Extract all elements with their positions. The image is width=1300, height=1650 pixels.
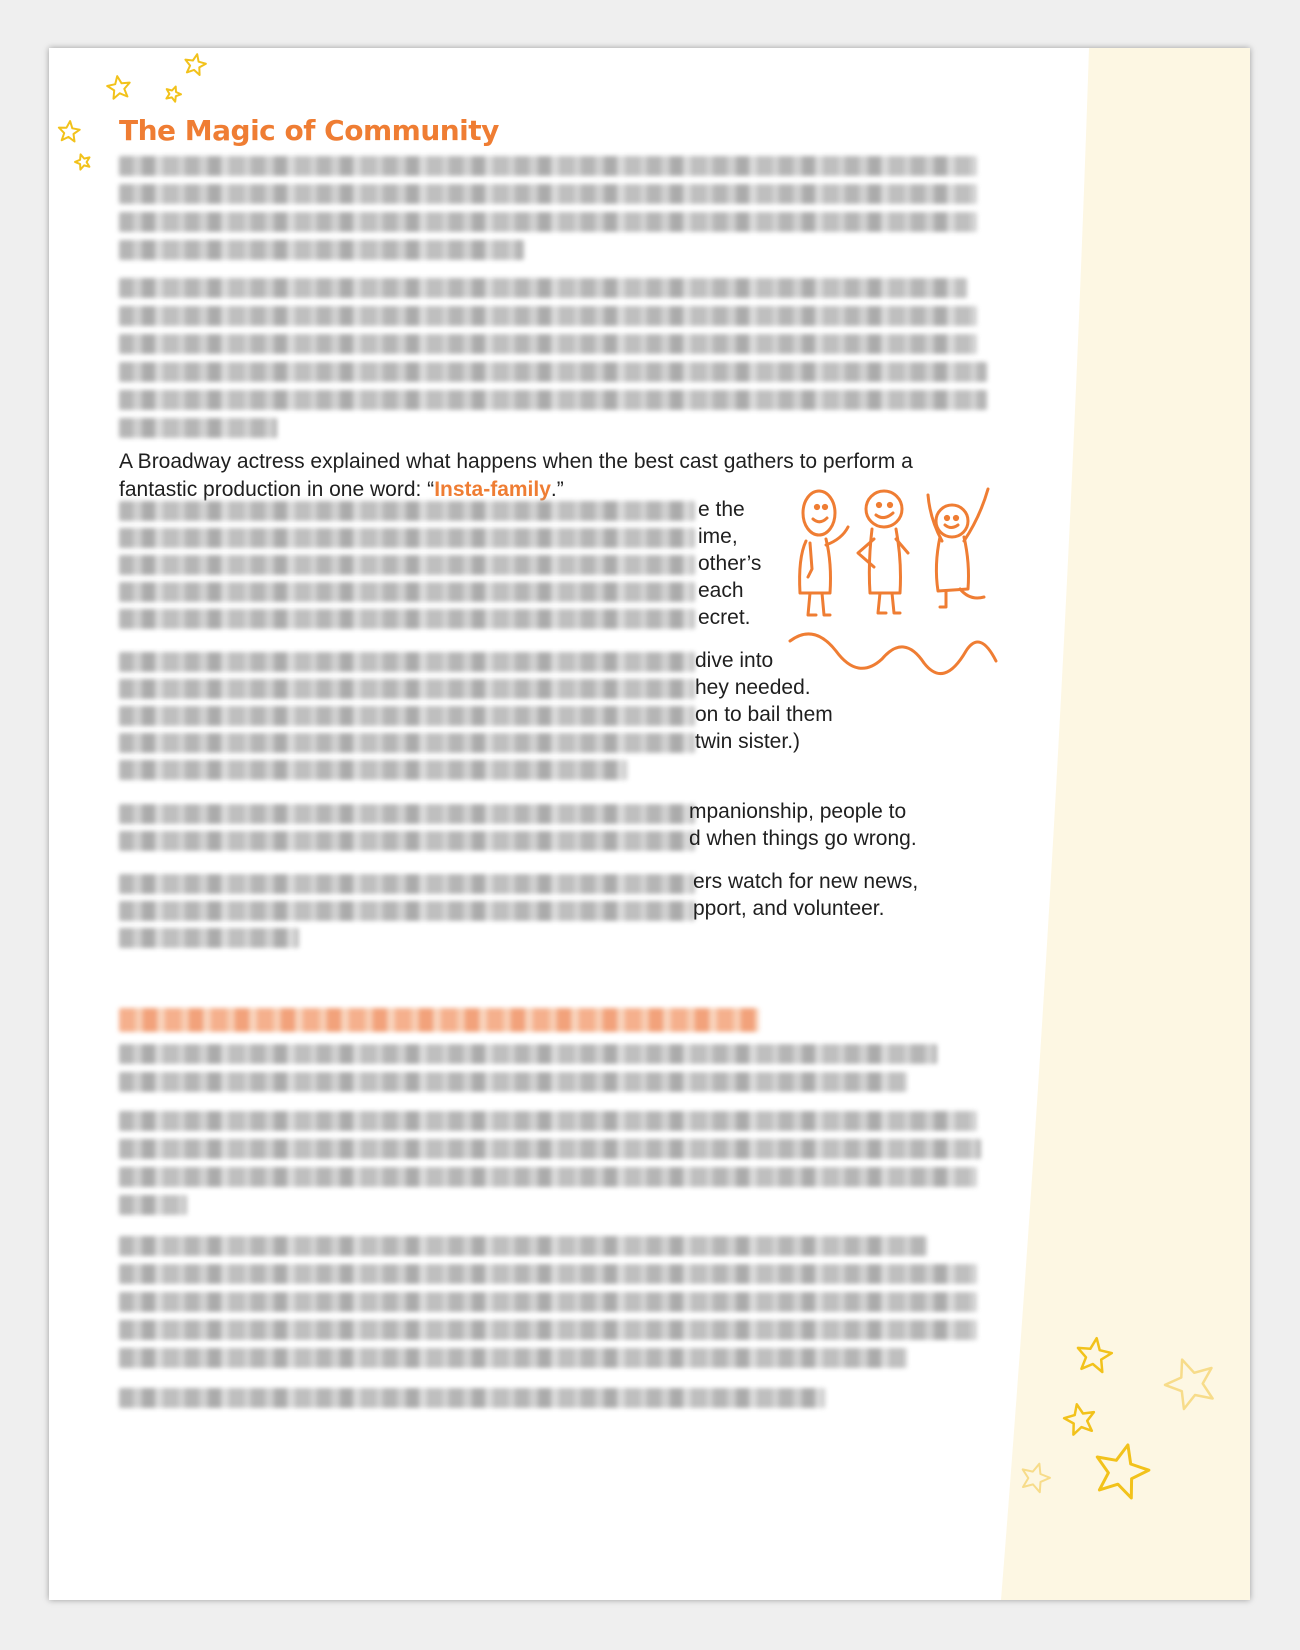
quote-paragraph: A Broadway actress explained what happens when the best cast gathers to perform a fantastic production in one word: “Insta-family.” <box>119 450 913 501</box>
text-fragment: ers watch for new news, pport, and volunteer. <box>693 870 919 920</box>
three-stick-figures-illustration <box>784 483 1004 693</box>
stick-figure-left <box>800 491 848 615</box>
stick-figure-middle <box>858 491 908 613</box>
text-fragment: e the ime, other’s each ecret. <box>698 498 762 629</box>
blurred-paragraph <box>119 804 695 859</box>
cream-side-band <box>1001 48 1250 1600</box>
blurred-paragraph <box>119 156 977 268</box>
blurred-paragraph <box>119 874 695 956</box>
stick-figure-right <box>928 489 988 607</box>
text-fragment: dive into hey needed. on to bail them twin sister.) <box>695 649 833 753</box>
blurred-paragraph <box>119 278 987 446</box>
page-title: The Magic of Community <box>119 114 499 147</box>
star-icon <box>166 87 181 102</box>
star-icon <box>185 54 206 75</box>
blurred-paragraph <box>119 1236 977 1376</box>
blurred-paragraph <box>119 501 695 637</box>
wavy-line <box>790 634 996 674</box>
document-page <box>49 48 1250 1600</box>
blurred-paragraph <box>119 1044 937 1100</box>
star-icon <box>75 154 90 169</box>
insta-family-highlight: Insta-family <box>434 478 551 501</box>
blurred-subheading <box>119 1008 759 1040</box>
blurred-paragraph <box>119 652 695 788</box>
star-icon <box>59 121 80 141</box>
star-icon <box>107 76 130 99</box>
text-fragment: mpanionship, people to d when things go wrong. <box>689 800 917 850</box>
blurred-paragraph <box>119 1388 825 1416</box>
blurred-paragraph <box>119 1111 981 1223</box>
